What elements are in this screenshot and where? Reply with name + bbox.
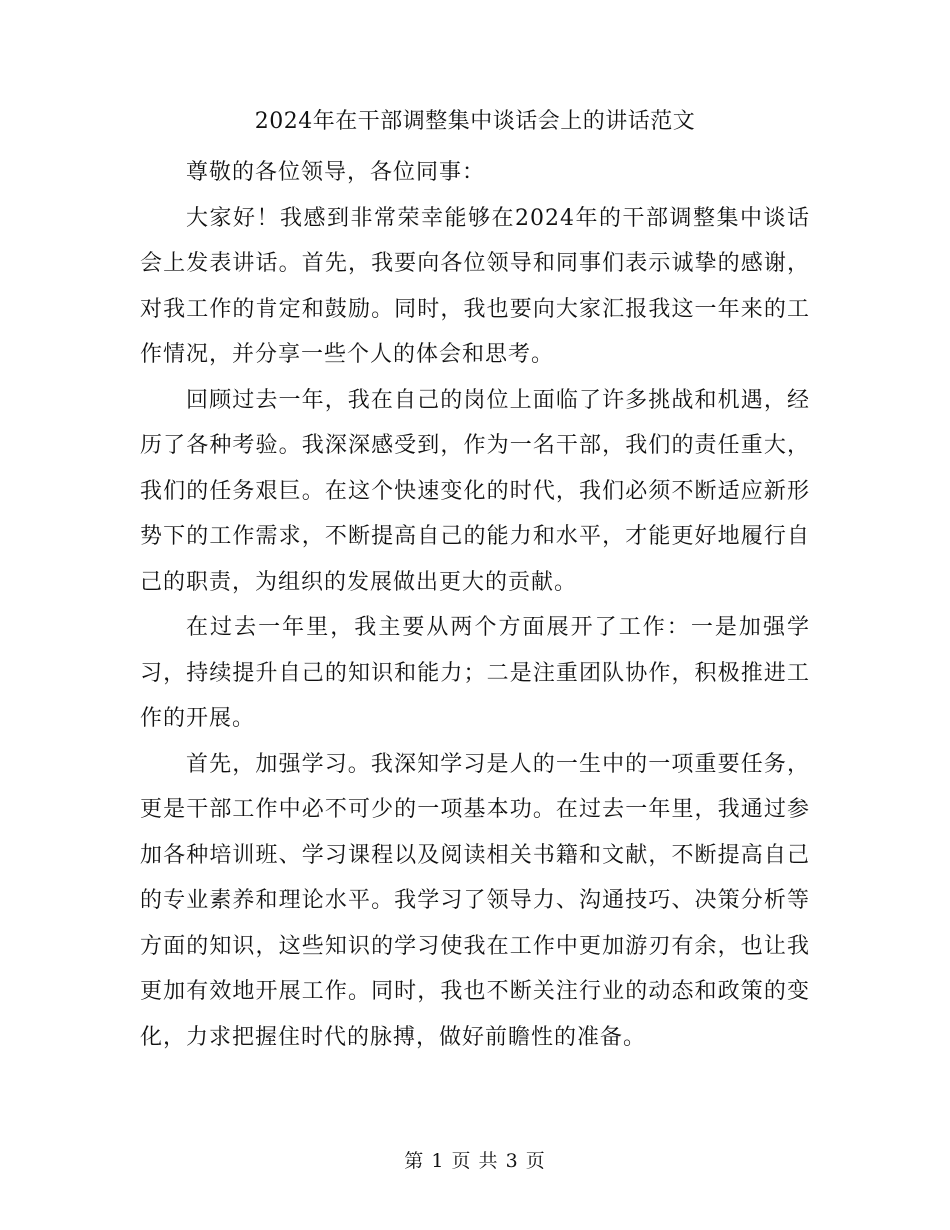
paragraph-4: 首先，加强学习。我深知学习是人的一生中的一项重要任务，更是干部工作中必不可少的一项基本功。在过去一年里，我通过参加各种培训班、学习课程以及阅读相关书籍和文献，不断提高自己的专业素养和理论水平。我学习了领导力、沟通技巧、决策分析等方面的知识，这些知识的学习使我在工作中更加游刃有余，也让我更加有效地开展工作。同时，我也不断关注行业的动态和政策的变化，力求把握住时代的脉搏，做好前瞻性的准备。 [140,751,810,1050]
paragraph-2: 回顾过去一年，我在自己的岗位上面临了许多挑战和机遇，经历了各种考验。我深深感受到，作为一名干部，我们的责任重大，我们的任务艰巨。在这个快速变化的时代，我们必须不断适应新形势下的工作需求，不断提高自己的能力和水平，才能更好地履行自己的职责，为组织的发展做出更大的贡献。 [140,387,810,595]
greeting: 尊敬的各位领导，各位同事： [186,160,486,185]
paragraph-3: 在过去一年里，我主要从两个方面展开了工作：一是加强学习，持续提升自己的知识和能力；二是注重团队协作，积极推进工作的开展。 [140,615,810,731]
total-pages: 3 [505,1150,519,1172]
document-body [140,150,810,1060]
footer-middle: 页 共 [451,1150,499,1172]
document-title: 2024年在干部调整集中谈话会上的讲话范文 [254,109,696,134]
paragraph-1: 大家好！我感到非常荣幸能够在2024年的干部调整集中谈话会上发表讲话。首先，我要向各位领导和同事们表示诚挚的感谢，对我工作的肯定和鼓励。同时，我也要向大家汇报我这一年来的工作情况，并分享一些个人的体会和思考。 [140,205,810,367]
footer-suffix: 页 [525,1150,546,1172]
page-footer [0,1146,950,1173]
current-page-number: 1 [431,1150,445,1172]
footer-prefix: 第 [404,1150,425,1172]
